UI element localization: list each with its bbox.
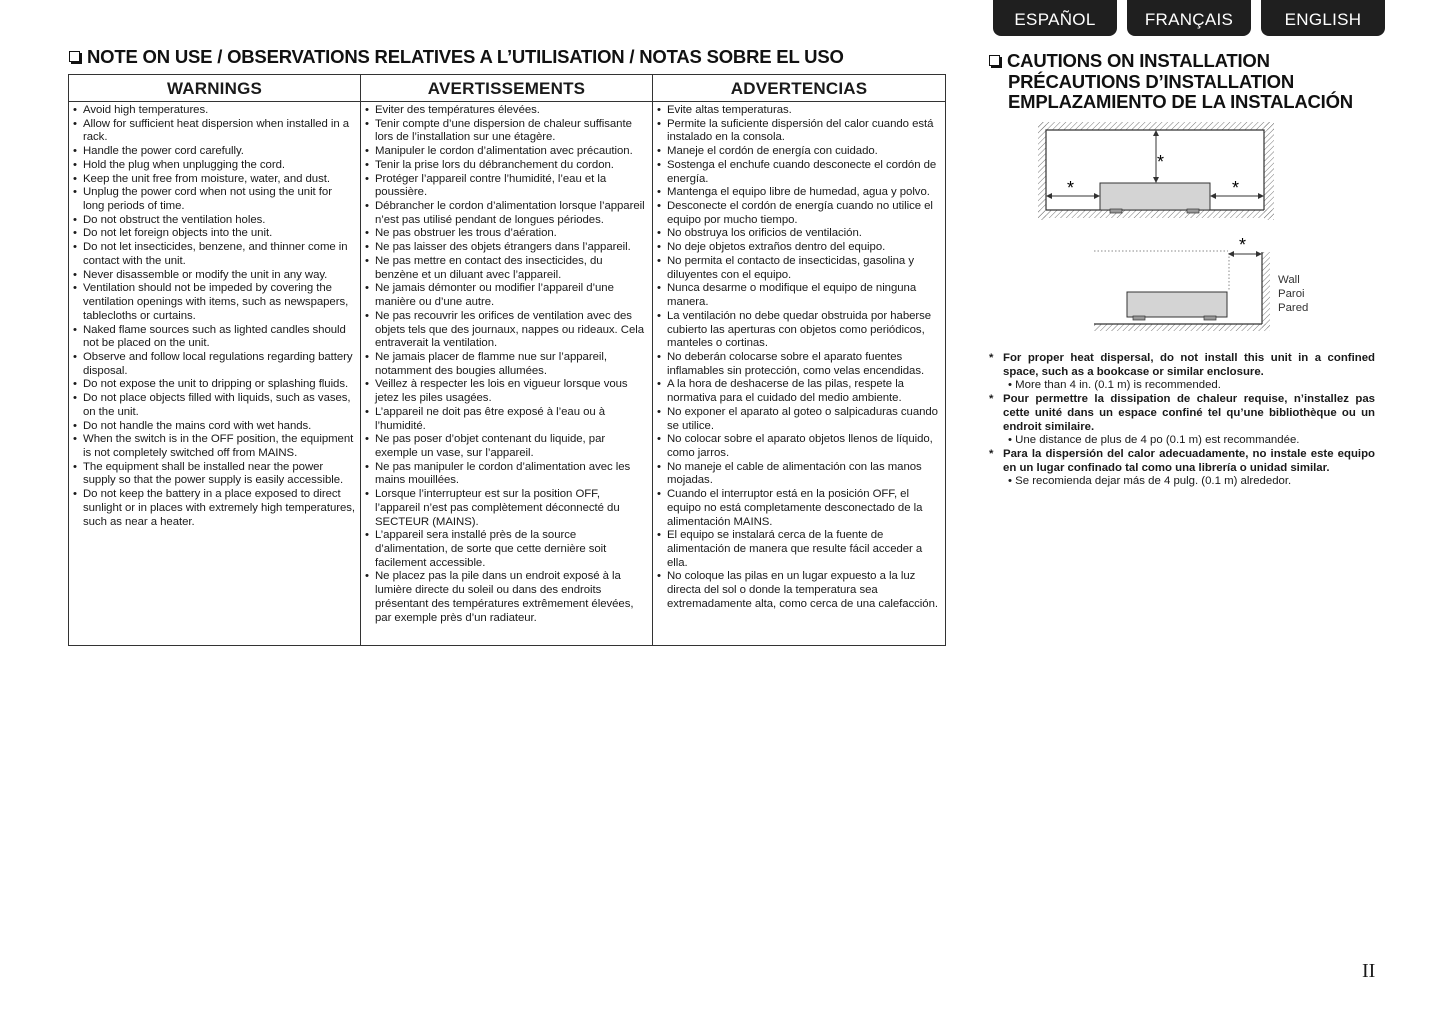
list-item: • Keep the unit free from moisture, water, and dust. [73,173,356,187]
list-item: • The equipment shall be installed near the power supply so that the power supply is easily accessible. [73,461,356,488]
clearance-star-top: * [1157,152,1165,172]
list-item: • No deje objetos extraños dentro del equipo. [657,241,941,255]
advertencias-list [657,104,941,612]
list-item: • When the switch is in the OFF position, the equipment is not completely switched off from MAINS. [73,433,356,460]
warnings-list [73,104,356,529]
list-item: • No colocar sobre el aparato objetos llenos de líquido, como jarros. [657,433,941,460]
list-item: • Evite altas temperaturas. [657,104,941,118]
list-item: • Do not expose the unit to dripping or splashing fluids. [73,378,356,392]
caution-note-en [989,352,1375,393]
list-item: • Ne pas mettre en contact des insecticides, du benzène et un diluant avec l’appareil. [365,255,648,282]
list-item: • Eviter des températures élevées. [365,104,648,118]
wall-label-fr: Paroi [1278,288,1305,300]
list-item: • Nunca desarme o modifique el equipo de ninguna manera. [657,282,941,309]
list-item: • Naked flame sources such as lighted candles should not be placed on the unit. [73,324,356,351]
advertencias-column [653,102,946,646]
list-item: • Ne pas manipuler le cordon d’alimentation avec les mains mouillées. [365,461,648,488]
wall-label-en: Wall [1278,274,1300,286]
list-item: • Lorsque l’interrupteur est sur la position OFF, l’appareil n’est pas complètement déconnecté du SECTEUR (MAINS). [365,488,648,529]
installation-diagram [1030,118,1330,338]
list-item: • Tenir compte d’une dispersion de chaleur suffisante lors de l’installation sur une étagère. [365,118,648,145]
list-item: • Veillez à respecter les lois en vigueur lorsque vous jetez les piles usagées. [365,378,648,405]
caution-note-text: For proper heat dispersal, do not install this unit in a confined space, such as a bookcase or similar enclosure. [1003,352,1375,378]
list-item: • Do not let insecticides, benzene, and thinner come in contact with the unit. [73,241,356,268]
note-on-use-title-text: NOTE ON USE / OBSERVATIONS RELATIVES A L’UTILISATION / NOTAS SOBRE EL USO [87,46,844,67]
list-item: • Do not let foreign objects into the unit. [73,227,356,241]
list-item: • Ventilation should not be impeded by covering the ventilation openings with items, such as newspapers, tablecloths or curtains. [73,282,356,323]
star-icon: * [989,448,994,461]
list-item: • Do not keep the battery in a place exposed to direct sunlight or in places with extremely high temperatures, such as near a heater. [73,488,356,529]
list-item: • Ne pas laisser des objets étrangers dans l’appareil. [365,241,648,255]
list-item: • Maneje el cordón de energía con cuidado. [657,145,941,159]
warnings-table [68,74,946,646]
list-item: • Do not handle the mains cord with wet hands. [73,420,356,434]
list-item: • Do not place objects filled with liquids, such as vases, on the unit. [73,392,356,419]
list-item: • El equipo se instalará cerca de la fuente de alimentación de manera que resulte fácil acceder a ella. [657,529,941,570]
caution-note-text: Pour permettre la dissipation de chaleur requise, n’installez pas cette unité dans un espace confiné tel qu’une bibliothèque ou un endroit similaire. [1003,393,1375,433]
avertissements-list [365,104,648,625]
list-item: • Mantenga el equipo libre de humedad, agua y polvo. [657,186,941,200]
caution-notes [989,352,1375,489]
clearance-star-right: * [1232,178,1240,198]
cautions-title-line-1: CAUTIONS ON INSTALLATION [1007,50,1270,71]
cautions-title-line-3: EMPLAZAMIENTO DE LA INSTALACIÓN [1008,91,1353,112]
list-item: • No maneje el cable de alimentación con las manos mojadas. [657,461,941,488]
list-item: • Unplug the power cord when not using the unit for long periods of time. [73,186,356,213]
star-icon: * [989,393,994,406]
list-item: • Permite la suficiente dispersión del calor cuando está instalado en la consola. [657,118,941,145]
list-item: • Cuando el interruptor está en la posición OFF, el equipo no está completamente desconectado de la alimentación MAINS. [657,488,941,529]
list-item: • Ne placez pas la pile dans un endroit exposé à la lumière directe du soleil ou dans des endroits présentant des températures extrêmement élevées, par exemple près d’un radiateur. [365,570,648,625]
list-item: • Sostenga el enchufe cuando desconecte el cordón de energía. [657,159,941,186]
cautions-title [989,51,1353,113]
list-item: • Observe and follow local regulations regarding battery disposal. [73,351,356,378]
list-item: • L’appareil sera installé près de la source d’alimentation, de sorte que cette dernière soit facilement accessible. [365,529,648,570]
caution-note-text: Para la dispersión del calor adecuadamente, no instale este equipo en un lugar confinado tal como una librería o unidad similar. [1003,448,1375,474]
caution-note-fr [989,393,1375,448]
list-item: • Do not obstruct the ventilation holes. [73,214,356,228]
checkbox-icon [989,55,1000,66]
list-item: • La ventilación no debe quedar obstruida por haberse cubierto las aperturas con objetos como periódicos, manteles o cortinas. [657,310,941,351]
list-item: • Desconecte el cordón de energía cuando no utilice el equipo por mucho tiempo. [657,200,941,227]
list-item: • Tenir la prise lors du débranchement du cordon. [365,159,648,173]
list-item: • Avoid high temperatures. [73,104,356,118]
language-tabs [993,0,1385,36]
list-item: • Handle the power cord carefully. [73,145,356,159]
list-item: • No obstruya los orificios de ventilación. [657,227,941,241]
avertissements-column [361,102,653,646]
list-item: • Ne pas recouvrir les orifices de ventilation avec des objets tels que des journaux, nappes ou rideaux. Cela entraverait la ventilation. [365,310,648,351]
list-item: • Ne pas obstruer les trous d’aération. [365,227,648,241]
list-item: • Hold the plug when unplugging the cord. [73,159,356,173]
list-item: • Ne pas poser d’objet contenant du liquide, par exemple un vase, sur l’appareil. [365,433,648,460]
caution-note-detail: • Une distance de plus de 4 po (0.1 m) est recommandée. [1008,434,1300,447]
cautions-title-line-2: PRÉCAUTIONS D’INSTALLATION [1008,70,1294,92]
warnings-column [69,102,361,646]
warnings-header: WARNINGS [69,75,361,102]
list-item: • No deberán colocarse sobre el aparato fuentes inflamables sin protección, como velas encendidas. [657,351,941,378]
list-item: • A la hora de deshacerse de las pilas, respete la normativa para el cuidado del medio ambiente. [657,378,941,405]
wall-view [1094,235,1308,331]
avertissements-header: AVERTISSEMENTS [361,75,653,102]
advertencias-header: ADVERTENCIAS [653,75,946,102]
tab-english[interactable]: ENGLISH [1261,0,1385,36]
list-item: • Never disassemble or modify the unit in any way. [73,269,356,283]
caution-note-detail: • Se recomienda dejar más de 4 pulg. (0.1 m) alrededor. [1008,475,1292,488]
caution-note-es [989,448,1375,489]
list-item: • Manipuler le cordon d’alimentation avec précaution. [365,145,648,159]
list-item: • No permita el contacto de insecticidas, gasolina y diluyentes con el equipo. [657,255,941,282]
tab-francais[interactable]: FRANÇAIS [1127,0,1251,36]
list-item: • No coloque las pilas en un lugar expuesto a la luz directa del sol o donde la temperatura sea extremadamente alta, como cerca de una calefacción. [657,570,941,611]
clearance-star-wall: * [1239,235,1247,255]
list-item: • Ne jamais démonter ou modifier l’appareil d’une manière ou d’une autre. [365,282,648,309]
note-on-use-title [69,47,844,68]
tab-espanol[interactable]: ESPAÑOL [993,0,1117,36]
list-item: • Ne jamais placer de flamme nue sur l’appareil, notamment des bougies allumées. [365,351,648,378]
list-item: • Débrancher le cordon d’alimentation lorsque l’appareil n’est pas utilisé pendant de longues périodes. [365,200,648,227]
checkbox-icon [69,51,80,62]
list-item: • Allow for sufficient heat dispersion when installed in a rack. [73,118,356,145]
list-item: • L’appareil ne doit pas être exposé à l’eau ou à l’humidité. [365,406,648,433]
caution-note-detail: • More than 4 in. (0.1 m) is recommended. [1008,379,1221,392]
list-item: • No exponer el aparato al goteo o salpicaduras cuando se utilice. [657,406,941,433]
clearance-star-left: * [1067,178,1075,198]
list-item: • Protéger l’appareil contre l’humidité, l’eau et la poussière. [365,173,648,200]
enclosure-view [1038,122,1274,220]
page-number: II [1362,960,1376,982]
star-icon: * [989,352,994,364]
wall-label-es: Pared [1278,302,1309,314]
